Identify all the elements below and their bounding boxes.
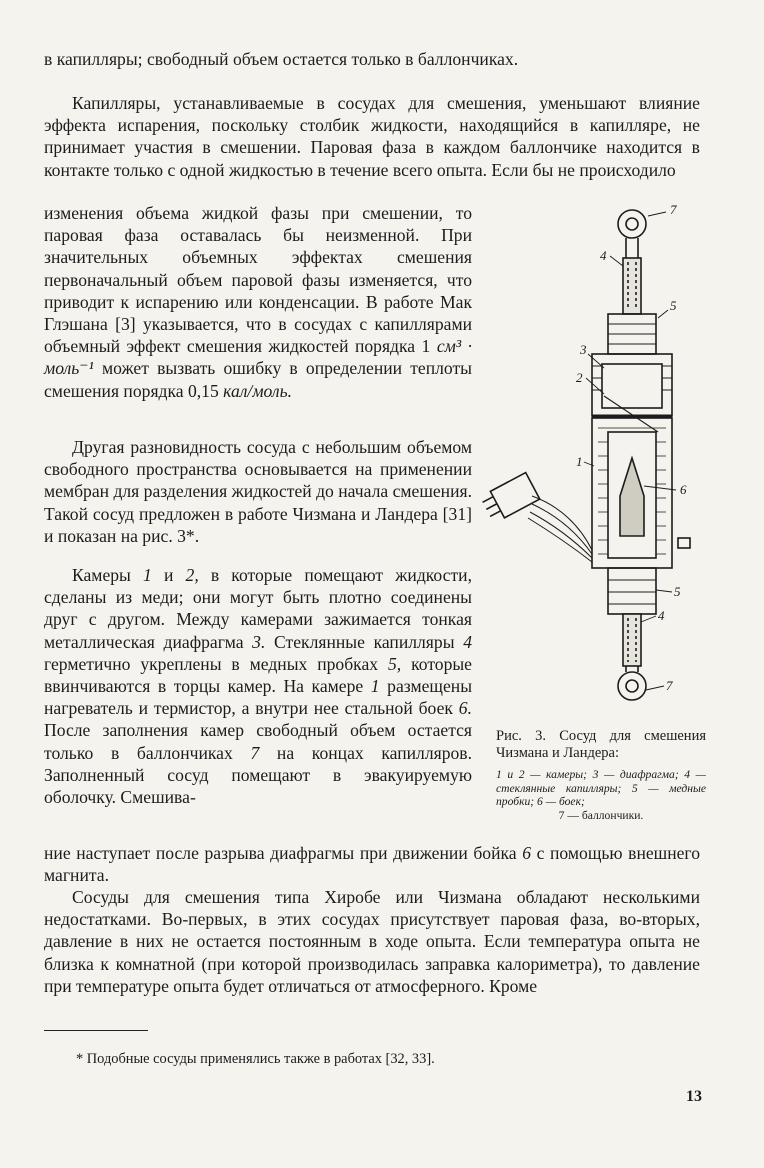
footnote-rule (44, 1030, 148, 1031)
page-number: 13 (686, 1088, 702, 1105)
paragraph-continuation: в капилляры; свободный объем остается только в баллончиках. (44, 49, 519, 69)
label-5-bottom: 5 (674, 584, 681, 599)
figure-legend (496, 768, 706, 822)
paragraph-membrane: Другая разновидность сосуда с небольшим объемом свободного пространства основывается на применении мембран для разделения жидкостей до начала смешения. Такой сосуд предложен в работе Чизмана и Ландера [31] и показан на рис. 3*. (44, 437, 473, 546)
legend-line-2: 7 — баллончики. (558, 808, 644, 822)
legend-line-1: 1 и 2 — камеры; 3 — диафрагма; 4 — стеклянные капилляры; 5 — медные пробки; 6 — боек; (496, 768, 706, 809)
paragraph-capillaries: Капилляры, устанавливаемые в сосудах для смешения, уменьшают влияние эффекта испарения, поскольку столбик жидкости, находящийся в капилляре, не принимает участия в смешении. Паровая фаза в каждом баллончике находится в контакте только с одной жидкостью в течение всего опыта. Если бы не происходило (44, 93, 700, 180)
bottom-balloon (618, 672, 646, 700)
bottom-capillary (623, 614, 641, 666)
figure-caption: Рис. 3. Сосуд для смешения Чизмана и Ландера: (496, 728, 706, 761)
label-2: 2 (576, 370, 583, 385)
paragraph-drawbacks: Сосуды для смешения типа Хиробе или Чизмана обладают несколькими недостатками. Во-первых, в этих сосудах присутствует паровая фаза, во-вторых, давление в них не остается постоянным в ходе опыта. Если температура опыта не близка к комнатной (при которой производилась заправка калориметра), то давление при температуре опыта будет отличаться от атмосферного. Кроме (44, 887, 700, 996)
label-6: 6 (680, 482, 687, 497)
label-1: 1 (576, 454, 583, 469)
top-capillary (623, 258, 641, 314)
heater-connector (480, 473, 540, 524)
label-3: 3 (580, 342, 587, 357)
label-7-top: 7 (670, 202, 677, 217)
mixing-vessel-figure (480, 196, 720, 716)
bottom-plug (608, 568, 656, 614)
label-4-bottom: 4 (658, 608, 665, 623)
label-7-bottom: 7 (666, 678, 673, 693)
paragraph-capillaries-cont: изменения объема жидкой фазы при смешении, то паровая фаза оставалась бы неизменной. При значительных объемных эффектах смешения первоначальный объем паровой фазы изменяется, что приводит к испарению или конденсации. В работе Мак Глэшана [3] указывается, что в сосудах с капиллярами объемный эффект смешения жидкостей порядка 1 см³ · моль⁻¹ может вызвать ошибку в определении теплоты смешения порядка 0,15 кал/моль. (44, 203, 473, 401)
label-5-top: 5 (670, 298, 677, 313)
top-balloon (618, 210, 646, 238)
footnote: * Подобные сосуды применялись также в работах [32, 33]. (76, 1051, 435, 1067)
label-4-top: 4 (600, 248, 607, 263)
paragraph-chambers-tail: ние наступает после разрыва диафрагмы при движении бойка 6 с помощью внешнего магнита. (44, 843, 701, 886)
paragraph-chambers: Камеры 1 и 2, в которые помещают жидкости, сделаны из меди; они могут быть плотно соединены друг с другом. Между камерами зажимается тонкая металлическая диафрагма 3. Стеклянные капилляры 4 герметично укреплены в медных пробках 5, которые ввинчиваются в торцы камер. На камере 1 размещены нагреватель и термистор, а внутри нее стальной боек 6. После заполнения камер свободный объем остается только в баллончиках 7 на концах капилляров. Заполненный сосуд помещают в эвакуируемую оболочку. Смешива- (44, 565, 473, 808)
